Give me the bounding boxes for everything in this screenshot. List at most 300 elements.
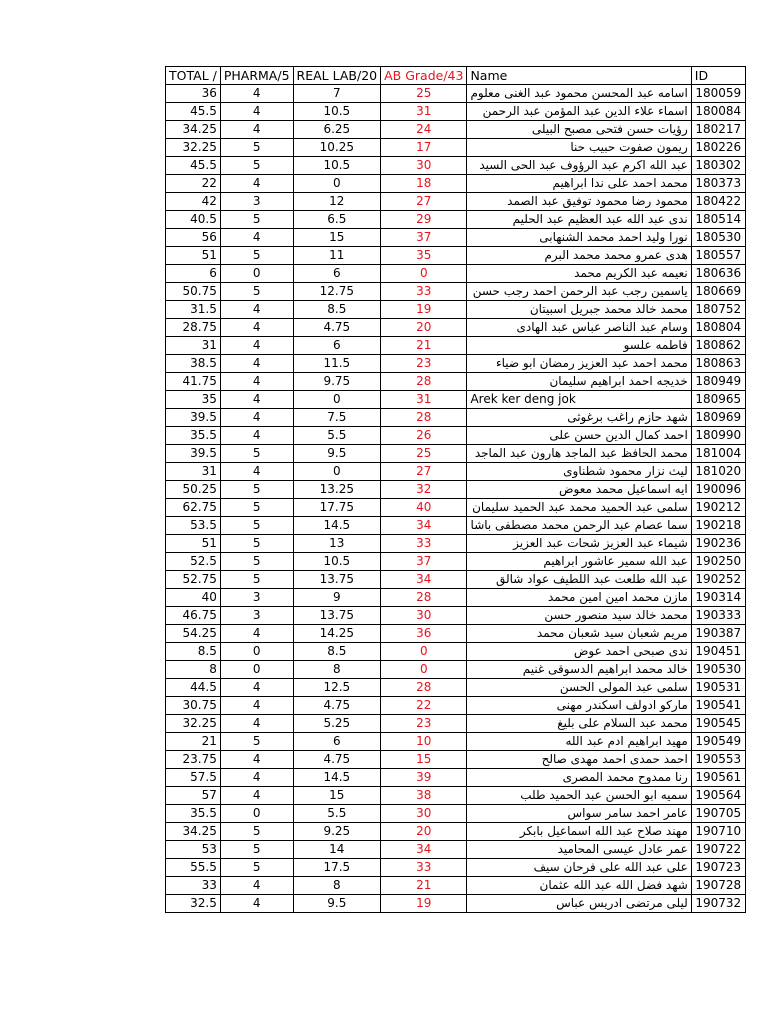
cell-name[interactable]: نعيمه عبد الكريم محمد [467, 265, 691, 283]
cell-name[interactable]: محمد عبد السلام على بليغ [467, 715, 691, 733]
cell-lab-grade[interactable]: 30 [381, 607, 467, 625]
cell-id[interactable]: 180949 [691, 373, 745, 391]
cell-pharma[interactable]: 4 [220, 391, 293, 409]
cell-lab-grade[interactable]: 33 [381, 859, 467, 877]
cell-pharma[interactable]: 0 [220, 643, 293, 661]
cell-name[interactable]: محمد احمد عبد العزيز رمضان ابو ضياء [467, 355, 691, 373]
cell-real-lab[interactable]: 4.75 [293, 319, 381, 337]
cell-real-lab[interactable]: 15 [293, 787, 381, 805]
cell-pharma[interactable]: 4 [220, 301, 293, 319]
cell-total[interactable]: 42 [166, 193, 221, 211]
cell-total[interactable]: 28.75 [166, 319, 221, 337]
cell-name[interactable]: احمد حمدى احمد مهدى صالح [467, 751, 691, 769]
cell-total[interactable]: 31 [166, 463, 221, 481]
cell-total[interactable]: 55.5 [166, 859, 221, 877]
cell-total[interactable]: 8.5 [166, 643, 221, 661]
cell-lab-grade[interactable]: 34 [381, 517, 467, 535]
cell-id[interactable]: 190545 [691, 715, 745, 733]
cell-pharma[interactable]: 3 [220, 589, 293, 607]
cell-name[interactable]: مهيد ابراهيم ادم عبد الله [467, 733, 691, 751]
cell-id[interactable]: 190722 [691, 841, 745, 859]
cell-real-lab[interactable]: 13 [293, 535, 381, 553]
cell-total[interactable]: 39.5 [166, 409, 221, 427]
cell-id[interactable]: 180422 [691, 193, 745, 211]
cell-pharma[interactable]: 5 [220, 535, 293, 553]
cell-id[interactable]: 190732 [691, 895, 745, 913]
cell-total[interactable]: 45.5 [166, 103, 221, 121]
grades-table-body [166, 67, 746, 913]
table-row [166, 481, 746, 499]
cell-lab-grade[interactable]: 31 [381, 391, 467, 409]
cell-lab-grade[interactable]: 10 [381, 733, 467, 751]
cell-pharma[interactable]: 4 [220, 229, 293, 247]
cell-name[interactable]: مازن محمد امين امين محمد [467, 589, 691, 607]
cell-real-lab[interactable]: 9.75 [293, 373, 381, 391]
cell-lab-grade[interactable]: 34 [381, 841, 467, 859]
cell-name[interactable]: محمد احمد على ندا ابراهيم [467, 175, 691, 193]
cell-lab-grade[interactable]: 36 [381, 625, 467, 643]
cell-id[interactable]: 190728 [691, 877, 745, 895]
cell-real-lab[interactable]: 14 [293, 841, 381, 859]
table-row [166, 895, 746, 913]
cell-real-lab[interactable]: 9.5 [293, 445, 381, 463]
table-row [166, 877, 746, 895]
cell-real-lab[interactable]: 8 [293, 661, 381, 679]
cell-pharma[interactable]: 5 [220, 211, 293, 229]
cell-real-lab[interactable]: 0 [293, 463, 381, 481]
cell-real-lab[interactable]: 14.25 [293, 625, 381, 643]
cell-real-lab[interactable]: 0 [293, 175, 381, 193]
cell-pharma[interactable]: 5 [220, 823, 293, 841]
cell-total[interactable]: 50.75 [166, 283, 221, 301]
cell-total[interactable]: 34.25 [166, 121, 221, 139]
cell-id[interactable]: 180990 [691, 427, 745, 445]
cell-pharma[interactable]: 4 [220, 319, 293, 337]
cell-real-lab[interactable]: 13.75 [293, 571, 381, 589]
cell-id[interactable]: 190252 [691, 571, 745, 589]
cell-lab-grade[interactable]: 34 [381, 571, 467, 589]
cell-real-lab[interactable]: 11.5 [293, 355, 381, 373]
cell-real-lab[interactable]: 6 [293, 733, 381, 751]
cell-pharma[interactable]: 0 [220, 661, 293, 679]
cell-id[interactable]: 190314 [691, 589, 745, 607]
cell-total[interactable]: 39.5 [166, 445, 221, 463]
cell-lab-grade[interactable]: 0 [381, 643, 467, 661]
cell-real-lab[interactable]: 10.25 [293, 139, 381, 157]
cell-pharma[interactable]: 4 [220, 715, 293, 733]
cell-lab-grade[interactable]: 27 [381, 463, 467, 481]
cell-real-lab[interactable]: 6 [293, 337, 381, 355]
cell-name[interactable]: خديجه احمد ابراهيم سليمان [467, 373, 691, 391]
cell-name[interactable]: نورا وليد احمد محمد الشنهابى [467, 229, 691, 247]
cell-total[interactable]: 45.5 [166, 157, 221, 175]
cell-name[interactable]: شهد فضل الله عبد الله عثمان [467, 877, 691, 895]
cell-real-lab[interactable]: 13.25 [293, 481, 381, 499]
cell-id[interactable]: 180965 [691, 391, 745, 409]
cell-id[interactable]: 190451 [691, 643, 745, 661]
cell-pharma[interactable]: 5 [220, 283, 293, 301]
cell-name[interactable]: ندى صبحى احمد عوض [467, 643, 691, 661]
cell-total[interactable]: 34.25 [166, 823, 221, 841]
cell-name[interactable]: محمد الحافظ عبد الماجد هارون عبد الماجد [467, 445, 691, 463]
cell-lab-grade[interactable]: 19 [381, 301, 467, 319]
cell-id[interactable]: 190561 [691, 769, 745, 787]
cell-total[interactable]: 33 [166, 877, 221, 895]
cell-total[interactable]: 51 [166, 247, 221, 265]
cell-lab-grade[interactable]: 21 [381, 337, 467, 355]
cell-id[interactable]: 180514 [691, 211, 745, 229]
cell-pharma[interactable]: 5 [220, 553, 293, 571]
header-name[interactable]: Name [467, 67, 691, 85]
cell-total[interactable]: 22 [166, 175, 221, 193]
cell-id[interactable]: 190530 [691, 661, 745, 679]
cell-lab-grade[interactable]: 23 [381, 355, 467, 373]
cell-real-lab[interactable]: 12.5 [293, 679, 381, 697]
cell-name[interactable]: عامر احمد سامر سواس [467, 805, 691, 823]
header-total[interactable]: TOTAL / [166, 67, 221, 85]
cell-id[interactable]: 190553 [691, 751, 745, 769]
cell-lab-grade[interactable]: 26 [381, 427, 467, 445]
cell-id[interactable]: 190564 [691, 787, 745, 805]
cell-id[interactable]: 180752 [691, 301, 745, 319]
cell-name[interactable]: سميه ابو الحسن عبد الحميد طلب [467, 787, 691, 805]
cell-name[interactable]: محمد خالد سيد منصور حسن [467, 607, 691, 625]
cell-total[interactable]: 57 [166, 787, 221, 805]
cell-id[interactable]: 190212 [691, 499, 745, 517]
cell-name[interactable]: سما عصام عبد الرحمن محمد مصطفى باشا [467, 517, 691, 535]
cell-real-lab[interactable]: 7 [293, 85, 381, 103]
cell-name[interactable]: على عبد الله على فرحان سيف [467, 859, 691, 877]
cell-lab-grade[interactable]: 38 [381, 787, 467, 805]
cell-total[interactable]: 62.75 [166, 499, 221, 517]
cell-total[interactable]: 31.5 [166, 301, 221, 319]
cell-lab-grade[interactable]: 40 [381, 499, 467, 517]
table-row [166, 463, 746, 481]
cell-total[interactable]: 51 [166, 535, 221, 553]
cell-lab-grade[interactable]: 23 [381, 715, 467, 733]
cell-name[interactable]: احمد كمال الدين حسن على [467, 427, 691, 445]
cell-id[interactable]: 190218 [691, 517, 745, 535]
cell-id[interactable]: 180530 [691, 229, 745, 247]
cell-total[interactable]: 30.75 [166, 697, 221, 715]
cell-id[interactable]: 190096 [691, 481, 745, 499]
cell-pharma[interactable]: 4 [220, 337, 293, 355]
table-row [166, 517, 746, 535]
cell-pharma[interactable]: 5 [220, 139, 293, 157]
cell-id[interactable]: 190236 [691, 535, 745, 553]
cell-lab-grade[interactable]: 32 [381, 481, 467, 499]
cell-name[interactable]: شيماء عبد العزيز شحات عبد العزيز [467, 535, 691, 553]
cell-lab-grade[interactable]: 33 [381, 283, 467, 301]
cell-pharma[interactable]: 4 [220, 355, 293, 373]
cell-pharma[interactable]: 4 [220, 697, 293, 715]
table-row [166, 499, 746, 517]
cell-real-lab[interactable]: 10.5 [293, 157, 381, 175]
cell-name[interactable]: سلمى عبد المولى الحسن [467, 679, 691, 697]
cell-lab-grade[interactable]: 29 [381, 211, 467, 229]
cell-total[interactable]: 32.25 [166, 715, 221, 733]
cell-pharma[interactable]: 4 [220, 751, 293, 769]
cell-total[interactable]: 50.25 [166, 481, 221, 499]
cell-name[interactable]: محمود رضا محمود توفيق عبد الصمد [467, 193, 691, 211]
cell-total[interactable]: 44.5 [166, 679, 221, 697]
cell-pharma[interactable]: 4 [220, 121, 293, 139]
cell-lab-grade[interactable]: 0 [381, 265, 467, 283]
cell-name[interactable]: عبد الله سمير عاشور ابراهيم [467, 553, 691, 571]
cell-real-lab[interactable]: 8.5 [293, 643, 381, 661]
cell-lab-grade[interactable]: 37 [381, 553, 467, 571]
cell-pharma[interactable]: 4 [220, 103, 293, 121]
cell-total[interactable]: 41.75 [166, 373, 221, 391]
table-row [166, 625, 746, 643]
cell-total[interactable]: 40 [166, 589, 221, 607]
cell-pharma[interactable]: 5 [220, 841, 293, 859]
cell-real-lab[interactable]: 17.75 [293, 499, 381, 517]
cell-pharma[interactable]: 0 [220, 265, 293, 283]
cell-real-lab[interactable]: 5.5 [293, 427, 381, 445]
cell-pharma[interactable]: 4 [220, 409, 293, 427]
cell-total[interactable]: 8 [166, 661, 221, 679]
cell-name[interactable]: ايه اسماعيل محمد معوض [467, 481, 691, 499]
cell-real-lab[interactable]: 17.5 [293, 859, 381, 877]
cell-real-lab[interactable]: 11 [293, 247, 381, 265]
cell-pharma[interactable]: 5 [220, 499, 293, 517]
cell-name[interactable]: ماركو ادولف اسكندر مهنى [467, 697, 691, 715]
cell-total[interactable]: 54.25 [166, 625, 221, 643]
cell-lab-grade[interactable]: 28 [381, 373, 467, 391]
table-row [166, 193, 746, 211]
cell-total[interactable]: 35.5 [166, 805, 221, 823]
cell-real-lab[interactable]: 7.5 [293, 409, 381, 427]
cell-total[interactable]: 56 [166, 229, 221, 247]
cell-id[interactable]: 180373 [691, 175, 745, 193]
cell-pharma[interactable]: 5 [220, 571, 293, 589]
cell-name[interactable]: عمر عادل عيسى المحاميد [467, 841, 691, 859]
cell-name[interactable]: شهد حازم راغب برغوثى [467, 409, 691, 427]
cell-name[interactable]: ليث نزار محمود شطناوى [467, 463, 691, 481]
cell-lab-grade[interactable]: 18 [381, 175, 467, 193]
cell-lab-grade[interactable]: 20 [381, 823, 467, 841]
cell-total[interactable]: 32.5 [166, 895, 221, 913]
cell-total[interactable]: 46.75 [166, 607, 221, 625]
cell-pharma[interactable]: 4 [220, 373, 293, 391]
table-row [166, 733, 746, 751]
cell-id[interactable]: 180302 [691, 157, 745, 175]
cell-total[interactable]: 31 [166, 337, 221, 355]
cell-total[interactable]: 38.5 [166, 355, 221, 373]
cell-lab-grade[interactable]: 39 [381, 769, 467, 787]
cell-pharma[interactable]: 5 [220, 481, 293, 499]
cell-real-lab[interactable]: 4.75 [293, 751, 381, 769]
table-row [166, 553, 746, 571]
table-row [166, 319, 746, 337]
cell-lab-grade[interactable]: 28 [381, 589, 467, 607]
cell-lab-grade[interactable]: 15 [381, 751, 467, 769]
cell-id[interactable]: 190333 [691, 607, 745, 625]
cell-name[interactable]: عبد الله طلعت عبد اللطيف عواد شالق [467, 571, 691, 589]
cell-real-lab[interactable]: 15 [293, 229, 381, 247]
cell-pharma[interactable]: 5 [220, 157, 293, 175]
cell-real-lab[interactable]: 13.75 [293, 607, 381, 625]
cell-name[interactable]: مريم شعبان سيد شعبان محمد [467, 625, 691, 643]
cell-id[interactable]: 180669 [691, 283, 745, 301]
table-row [166, 121, 746, 139]
cell-id[interactable]: 180636 [691, 265, 745, 283]
cell-real-lab[interactable]: 6 [293, 265, 381, 283]
header-real-lab[interactable]: REAL LAB/20 [293, 67, 381, 85]
cell-name[interactable]: فاطمه علسو [467, 337, 691, 355]
cell-real-lab[interactable]: 14.5 [293, 517, 381, 535]
cell-real-lab[interactable]: 8.5 [293, 301, 381, 319]
cell-lab-grade[interactable]: 25 [381, 85, 467, 103]
cell-id[interactable]: 180804 [691, 319, 745, 337]
cell-total[interactable]: 53 [166, 841, 221, 859]
cell-pharma[interactable]: 5 [220, 517, 293, 535]
cell-lab-grade[interactable]: 22 [381, 697, 467, 715]
table-row [166, 715, 746, 733]
cell-id[interactable]: 180862 [691, 337, 745, 355]
cell-lab-grade[interactable]: 27 [381, 193, 467, 211]
cell-id[interactable]: 190705 [691, 805, 745, 823]
cell-lab-grade[interactable]: 30 [381, 157, 467, 175]
cell-id[interactable]: 190723 [691, 859, 745, 877]
cell-real-lab[interactable]: 0 [293, 391, 381, 409]
cell-pharma[interactable]: 4 [220, 769, 293, 787]
cell-pharma[interactable]: 4 [220, 895, 293, 913]
cell-real-lab[interactable]: 12.75 [293, 283, 381, 301]
cell-lab-grade[interactable]: 19 [381, 895, 467, 913]
cell-id[interactable]: 180217 [691, 121, 745, 139]
cell-name[interactable]: سلمى عبد الحميد محمد عبد الحميد سليمان [467, 499, 691, 517]
cell-total[interactable]: 23.75 [166, 751, 221, 769]
cell-name[interactable]: هدى عمرو محمد محمد البرم [467, 247, 691, 265]
cell-total[interactable]: 32.25 [166, 139, 221, 157]
cell-name[interactable]: خالد محمد ابراهيم الدسوقى غنيم [467, 661, 691, 679]
header-lab-grade[interactable]: AB Grade/43 [381, 67, 467, 85]
cell-total[interactable]: 52.5 [166, 553, 221, 571]
cell-id[interactable]: 190541 [691, 697, 745, 715]
table-row [166, 355, 746, 373]
cell-total[interactable]: 53.5 [166, 517, 221, 535]
cell-real-lab[interactable]: 5.25 [293, 715, 381, 733]
cell-real-lab[interactable]: 5.5 [293, 805, 381, 823]
cell-name[interactable]: وسام عبد الناصر عباس عبد الهادى [467, 319, 691, 337]
cell-name[interactable]: ندى عبد الله عبد العظيم عبد الحليم [467, 211, 691, 229]
cell-real-lab[interactable]: 14.5 [293, 769, 381, 787]
cell-lab-grade[interactable]: 28 [381, 679, 467, 697]
cell-real-lab[interactable]: 8 [293, 877, 381, 895]
cell-pharma[interactable]: 4 [220, 877, 293, 895]
cell-total[interactable]: 57.5 [166, 769, 221, 787]
cell-id[interactable]: 180084 [691, 103, 745, 121]
cell-total[interactable]: 21 [166, 733, 221, 751]
cell-lab-grade[interactable]: 35 [381, 247, 467, 265]
cell-id[interactable]: 190549 [691, 733, 745, 751]
cell-real-lab[interactable]: 6.5 [293, 211, 381, 229]
cell-pharma[interactable]: 4 [220, 787, 293, 805]
cell-name[interactable]: رؤيات حسن فتحى مصبح البيلى [467, 121, 691, 139]
cell-name[interactable]: ريمون صفوت حبيب حنا [467, 139, 691, 157]
cell-lab-grade[interactable]: 20 [381, 319, 467, 337]
cell-name[interactable]: اسماء علاء الدين عبد المؤمن عبد الرحمن [467, 103, 691, 121]
cell-lab-grade[interactable]: 0 [381, 661, 467, 679]
cell-pharma[interactable]: 3 [220, 193, 293, 211]
cell-id[interactable]: 190250 [691, 553, 745, 571]
cell-pharma[interactable]: 4 [220, 625, 293, 643]
cell-real-lab[interactable]: 10.5 [293, 103, 381, 121]
cell-id[interactable]: 181004 [691, 445, 745, 463]
cell-id[interactable]: 180863 [691, 355, 745, 373]
cell-name[interactable]: عبد الله اكرم عبد الرؤوف عبد الحى السيد [467, 157, 691, 175]
cell-pharma[interactable]: 0 [220, 805, 293, 823]
cell-total[interactable]: 6 [166, 265, 221, 283]
cell-lab-grade[interactable]: 37 [381, 229, 467, 247]
cell-pharma[interactable]: 5 [220, 445, 293, 463]
header-pharma[interactable]: PHARMA/5 [220, 67, 293, 85]
table-row [166, 391, 746, 409]
cell-lab-grade[interactable]: 33 [381, 535, 467, 553]
cell-lab-grade[interactable]: 31 [381, 103, 467, 121]
cell-id[interactable]: 180059 [691, 85, 745, 103]
cell-real-lab[interactable]: 4.75 [293, 697, 381, 715]
cell-total[interactable]: 36 [166, 85, 221, 103]
cell-name[interactable]: ياسمين رجب عبد الرحمن احمد رجب حسن [467, 283, 691, 301]
cell-id[interactable]: 190710 [691, 823, 745, 841]
cell-id[interactable]: 180969 [691, 409, 745, 427]
cell-pharma[interactable]: 5 [220, 859, 293, 877]
cell-id[interactable]: 190531 [691, 679, 745, 697]
cell-lab-grade[interactable]: 24 [381, 121, 467, 139]
cell-pharma[interactable]: 4 [220, 85, 293, 103]
cell-real-lab[interactable]: 9.25 [293, 823, 381, 841]
cell-real-lab[interactable]: 9 [293, 589, 381, 607]
cell-total[interactable]: 52.75 [166, 571, 221, 589]
cell-name[interactable]: ليلى مرتضى ادريس عباس [467, 895, 691, 913]
cell-name[interactable]: مهند صلاح عبد الله اسماعيل بابكر [467, 823, 691, 841]
table-row [166, 571, 746, 589]
cell-name[interactable]: رنا ممدوح محمد المصرى [467, 769, 691, 787]
cell-pharma[interactable]: 4 [220, 679, 293, 697]
cell-lab-grade[interactable]: 28 [381, 409, 467, 427]
cell-name[interactable]: محمد خالد محمد جبريل اسبيتان [467, 301, 691, 319]
cell-lab-grade[interactable]: 17 [381, 139, 467, 157]
cell-name[interactable]: اسامه عبد المحسن محمود عبد الغنى معلوم [467, 85, 691, 103]
cell-pharma[interactable]: 3 [220, 607, 293, 625]
cell-name[interactable]: Arek ker deng jok [467, 391, 691, 409]
cell-total[interactable]: 40.5 [166, 211, 221, 229]
cell-pharma[interactable]: 5 [220, 247, 293, 265]
cell-total[interactable]: 35 [166, 391, 221, 409]
cell-real-lab[interactable]: 10.5 [293, 553, 381, 571]
cell-lab-grade[interactable]: 21 [381, 877, 467, 895]
cell-id[interactable]: 180226 [691, 139, 745, 157]
table-row [166, 445, 746, 463]
cell-pharma[interactable]: 4 [220, 427, 293, 445]
cell-pharma[interactable]: 4 [220, 175, 293, 193]
cell-pharma[interactable]: 5 [220, 733, 293, 751]
header-id[interactable]: ID [691, 67, 745, 85]
cell-lab-grade[interactable]: 25 [381, 445, 467, 463]
cell-real-lab[interactable]: 12 [293, 193, 381, 211]
cell-lab-grade[interactable]: 30 [381, 805, 467, 823]
cell-total[interactable]: 35.5 [166, 427, 221, 445]
cell-real-lab[interactable]: 9.5 [293, 895, 381, 913]
cell-id[interactable]: 181020 [691, 463, 745, 481]
cell-real-lab[interactable]: 6.25 [293, 121, 381, 139]
cell-id[interactable]: 190387 [691, 625, 745, 643]
cell-id[interactable]: 180557 [691, 247, 745, 265]
cell-pharma[interactable]: 4 [220, 463, 293, 481]
